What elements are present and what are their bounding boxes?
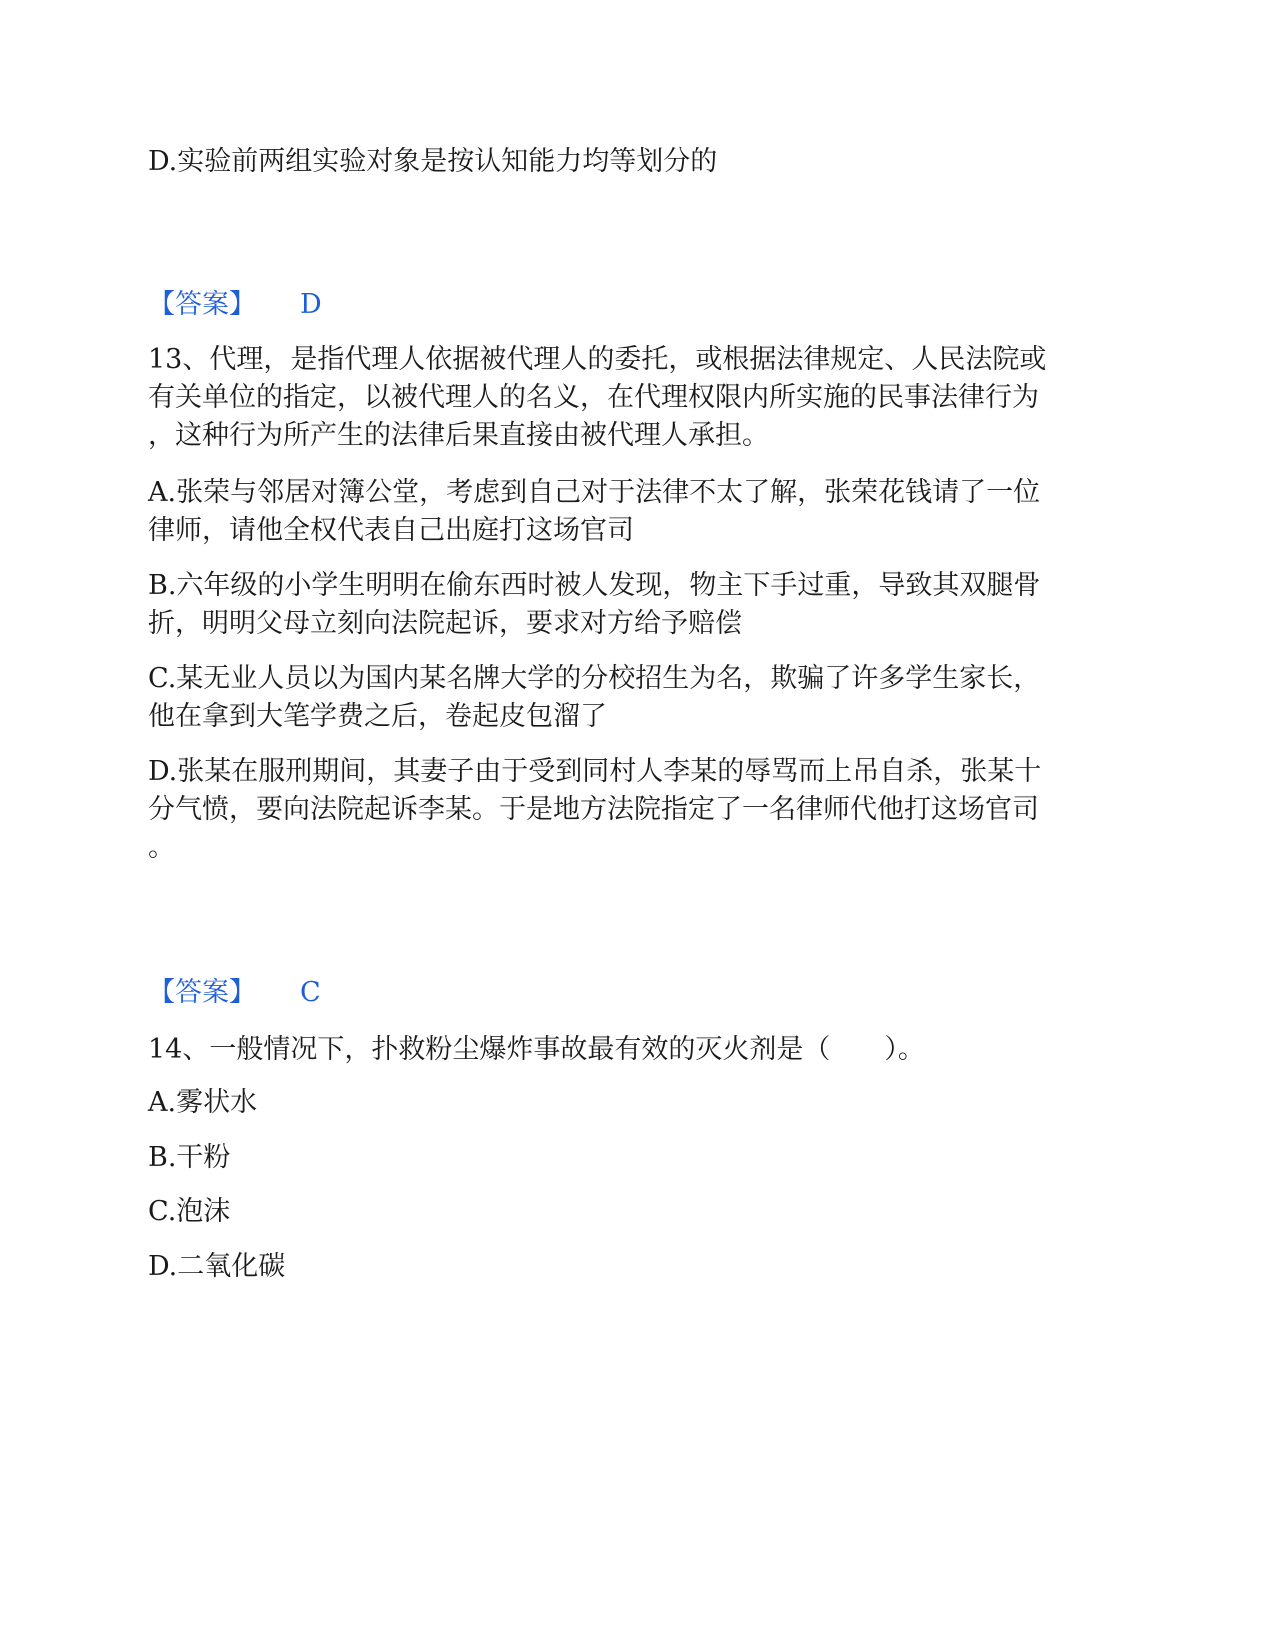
q14-option-c: C.泡沫 <box>148 1196 231 1227</box>
q13-option-d-line-2: 分气愤，要向法院起诉李某。于是地方法院指定了一名律师代他打这场官司 <box>148 794 1039 825</box>
q12-option-d: D.实验前两组实验对象是按认知能力均等划分的 <box>148 146 718 177</box>
q13-option-c-line-1: C.某无业人员以为国内某名牌大学的分校招生为名，欺骗了许多学生家长， <box>148 663 1041 694</box>
q14-option-b: B.干粉 <box>148 1142 231 1173</box>
q13-stem-line-2: 有关单位的指定，以被代理人的名义，在代理权限内所实施的民事法律行为 <box>148 382 1039 413</box>
q14-option-d: D.二氧化碳 <box>148 1251 286 1282</box>
q13-option-b-line-1: B.六年级的小学生明明在偷东西时被人发现，物主下手过重，导致其双腿骨 <box>148 570 1041 601</box>
q13-option-d-line-1: D.张某在服刑期间，其妻子由于受到同村人李某的辱骂而上吊自杀，张某十 <box>148 756 1042 787</box>
q13-option-a-line-2: 律师，请他全权代表自己出庭打这场官司 <box>148 515 634 546</box>
answer-label: 【答案】 <box>148 977 256 1008</box>
answer-13 <box>148 973 321 1013</box>
answer-value: D <box>300 289 322 320</box>
answer-value: C <box>300 977 321 1008</box>
q13-option-d-line-3: 。 <box>148 832 175 863</box>
q14-option-a: A.雾状水 <box>148 1087 258 1118</box>
q13-option-c-line-2: 他在拿到大笔学费之后，卷起皮包溜了 <box>148 701 607 732</box>
answer-12 <box>148 285 322 325</box>
q13-option-b-line-2: 折，明明父母立刻向法院起诉，要求对方给予赔偿 <box>148 608 742 639</box>
q13-stem-line-1: 13、代理，是指代理人依据被代理人的委托，或根据法律规定、人民法院或 <box>148 344 1047 375</box>
q13-option-a-line-1: A.张荣与邻居对簿公堂，考虑到自己对于法律不太了解，张荣花钱请了一位 <box>148 477 1041 508</box>
q14-stem: 14、一般情况下，扑救粉尘爆炸事故最有效的灭火剂是（ ）。 <box>148 1034 925 1065</box>
q13-stem-line-3: ，这种行为所产生的法律后果直接由被代理人承担。 <box>148 420 769 451</box>
answer-label: 【答案】 <box>148 289 256 320</box>
